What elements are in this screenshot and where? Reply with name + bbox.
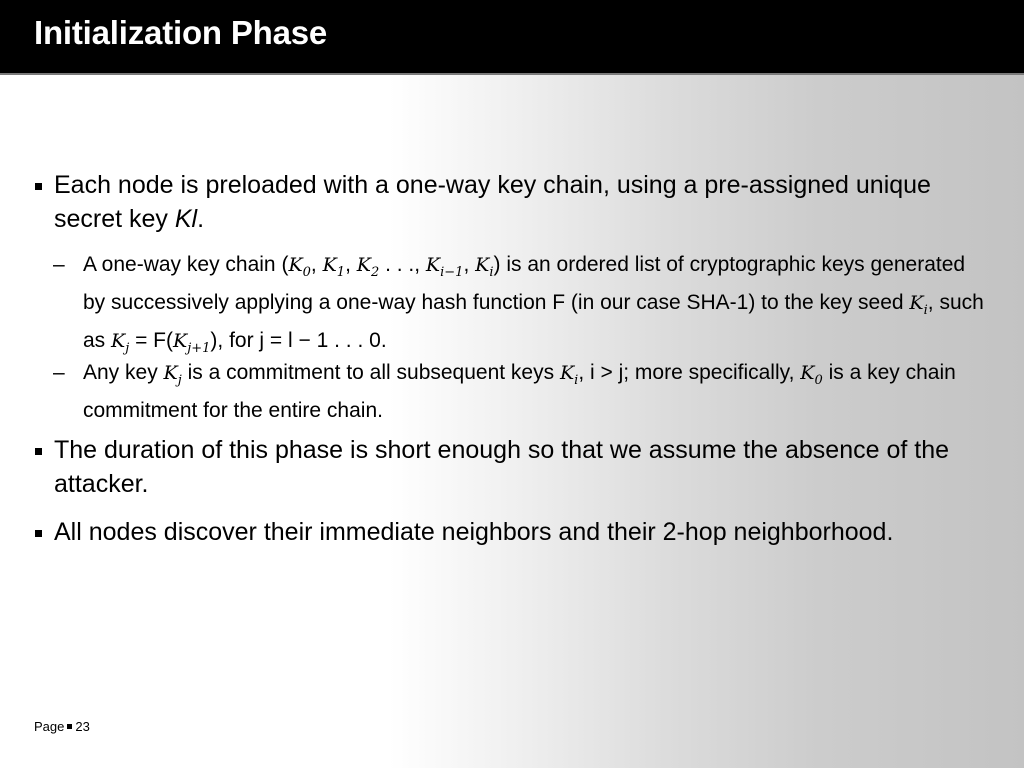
dash-marker: – <box>53 253 65 276</box>
sub-text: = F( <box>129 328 174 352</box>
bullet-text-end: . <box>197 205 205 233</box>
math-k2: $K_2$ <box>356 254 380 280</box>
sub-bullet-item <box>53 358 993 426</box>
math-ki: $K_i$ <box>559 362 579 388</box>
sub-text: is a key chain commitment for the entire chain. <box>83 361 956 422</box>
math-ki: $K_i$ <box>475 254 494 280</box>
math-kj: $K_j$ <box>111 329 130 356</box>
title-bar <box>0 0 1024 75</box>
math-kj-plus-1: $K_{j+1}$ <box>173 329 211 356</box>
sub-text: , i > j; more specifically, <box>578 361 801 384</box>
math-k0: $K_0$ <box>800 362 823 388</box>
sub-text: ) is an ordered list of cryptographic keys generated by successively applying a one-way hash function F (in our case SHA-1) to the key seed <box>83 253 966 314</box>
bullet-square-icon <box>35 183 42 190</box>
math-ki-minus-1: $K_{i-1}$ <box>425 254 464 280</box>
page-footer <box>34 719 90 734</box>
sub-bullet-item: – A one-way key chain ($K_0$, $K_1$, $K_2$ . . ., $K_{i-1}$, $K_i$) is an ordered list of cryptographic keys generated by successively applying a one-way hash function F (in our case SHA-1) to the key seed $K_i$, such as $K_j = F(K_{j+1})$, for j = l − 1 . . . 0. <box>83 250 993 363</box>
key-name: Kl <box>174 205 198 233</box>
bullet-text: Each node is preloaded with a one-way key chain, using a pre-assigned unique secret key <box>54 171 931 233</box>
bullet-text: All nodes discover their immediate neighbors and their 2-hop neighborhood. <box>54 518 894 546</box>
sub-text: ), for j = l − 1 . . . 0. <box>210 328 387 352</box>
bullet-square-icon <box>35 530 42 537</box>
math-k0: $K_0$ <box>288 254 311 280</box>
bullet-item <box>54 433 984 501</box>
sub-text: , such as <box>83 290 984 352</box>
dash-marker: – <box>53 361 65 384</box>
math-k1: $K_1$ <box>322 254 346 280</box>
page-number: 23 <box>75 719 90 734</box>
slide-title: Initialization Phase <box>34 14 328 51</box>
math-kj: $K_j$ <box>163 362 182 388</box>
page-label: Page <box>34 719 65 734</box>
separator-square-icon <box>67 724 72 729</box>
math-ki-seed: $K_i$ <box>909 291 928 318</box>
sub-text: is a commitment to all subsequent keys <box>181 361 560 384</box>
sub-text: Any key <box>83 361 164 384</box>
bullet-item <box>54 515 984 549</box>
bullet-square-icon <box>35 448 42 455</box>
sub-text: A one-way key chain ( <box>83 253 289 276</box>
bullet-text: The duration of this phase is short enough so that we assume the absence of the attacker. <box>54 436 950 498</box>
bullet-item <box>54 168 984 236</box>
